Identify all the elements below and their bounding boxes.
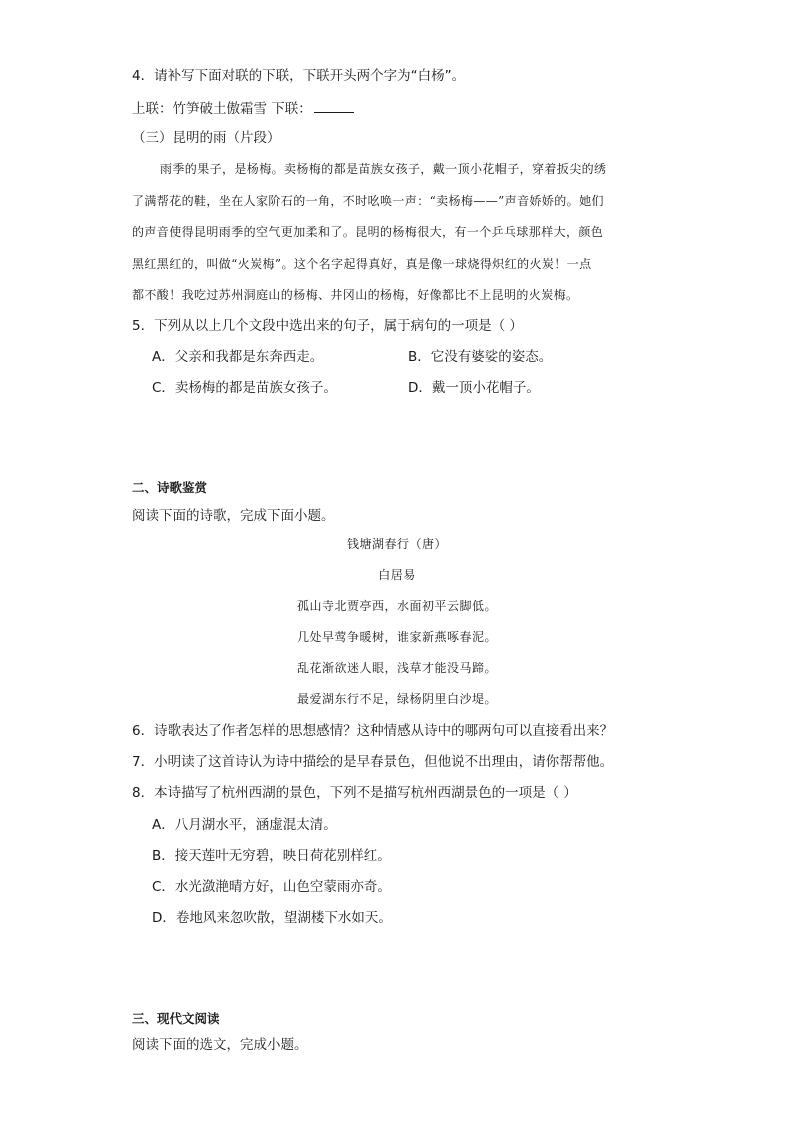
question-8: 8．本诗描写了杭州西湖的景色，下列不是描写杭州西湖景色的一项是（ ） (132, 785, 577, 801)
passage-title: （三）昆明的雨（片段） (132, 130, 281, 146)
poem-author: 白居易 (378, 568, 416, 582)
q5-option-d: D．戴一顶小花帽子。 (408, 380, 540, 396)
q5-option-a: A．父亲和我都是东奔西走。 (152, 349, 324, 365)
q5-option-c: C．卖杨梅的都是苗族女孩子。 (152, 380, 337, 396)
q8-option-a: A．八月湖水平，涵虚混太清。 (152, 817, 337, 833)
section-2-heading: 二、诗歌鉴赏 (132, 480, 208, 495)
poem-line-2: 几处早莺争暖树，谁家新燕啄春泥。 (296, 630, 497, 644)
q5-option-b: B．它没有婆娑的姿态。 (408, 349, 553, 365)
question-5: 5．下列从以上几个文段中选出来的句子，属于病句的一项是（ ） (132, 318, 523, 334)
answer-blank (314, 98, 354, 113)
section-2-instruction: 阅读下面的诗歌，完成下面小题。 (132, 508, 335, 524)
question-4: 4．请补写下面对联的下联，下联开头两个字为“白杨”。 (132, 68, 466, 84)
passage-line-5: 都不酸！我吃过苏州洞庭山的杨梅、井冈山的杨梅，好像都比不上昆明的火炭梅。 (132, 288, 579, 302)
section-3-instruction: 阅读下面的选文，完成小题。 (132, 1037, 308, 1053)
couplet-line (132, 98, 354, 119)
poem-line-4: 最爱湖东行不足，绿杨阴里白沙堤。 (296, 692, 497, 706)
poem-line-1: 孤山寺北贾亭西，水面初平云脚低。 (296, 599, 497, 613)
poem-line-3: 乱花渐欲迷人眼，浅草才能没马蹄。 (296, 661, 497, 675)
q8-option-c: C．水光潋滟晴方好，山色空蒙雨亦奇。 (152, 879, 391, 895)
couplet-upper-line: 上联：竹笋破土傲霜雪 下联： (132, 101, 312, 117)
question-6: 6．诗歌表达了作者怎样的思想感情？这种情感从诗中的哪两句可以直接看出来？ (132, 723, 614, 739)
poem-title: 钱塘湖春行（唐） (346, 537, 447, 551)
passage-line-4: 黑红黑红的，叫做“火炭梅”。这个名字起得真好，真是像一球烧得炽红的火炭！一点 (132, 257, 592, 271)
passage-line-1: 雨季的果子，是杨梅。卖杨梅的都是苗族女孩子，戴一顶小花帽子，穿着扳尖的绣 (160, 162, 607, 176)
q8-option-d: D．卷地风来忽吹散，望湖楼下水如天。 (152, 910, 392, 926)
question-7: 7．小明读了这首诗认为诗中描绘的是早春景色，但他说不出理由，请你帮帮他。 (132, 754, 614, 770)
passage-line-2: 了满帮花的鞋，坐在人家阶石的一角，不时吆唤一声：“卖杨梅——”声音娇娇的。她们 (132, 194, 604, 208)
section-3-heading: 三、现代文阅读 (132, 1011, 220, 1026)
passage-line-3: 的声音使得昆明雨季的空气更加柔和了。昆明的杨梅很大，有一个乒乓球那样大，颜色 (132, 225, 604, 239)
q8-option-b: B．接天莲叶无穷碧，映日荷花别样红。 (152, 848, 391, 864)
